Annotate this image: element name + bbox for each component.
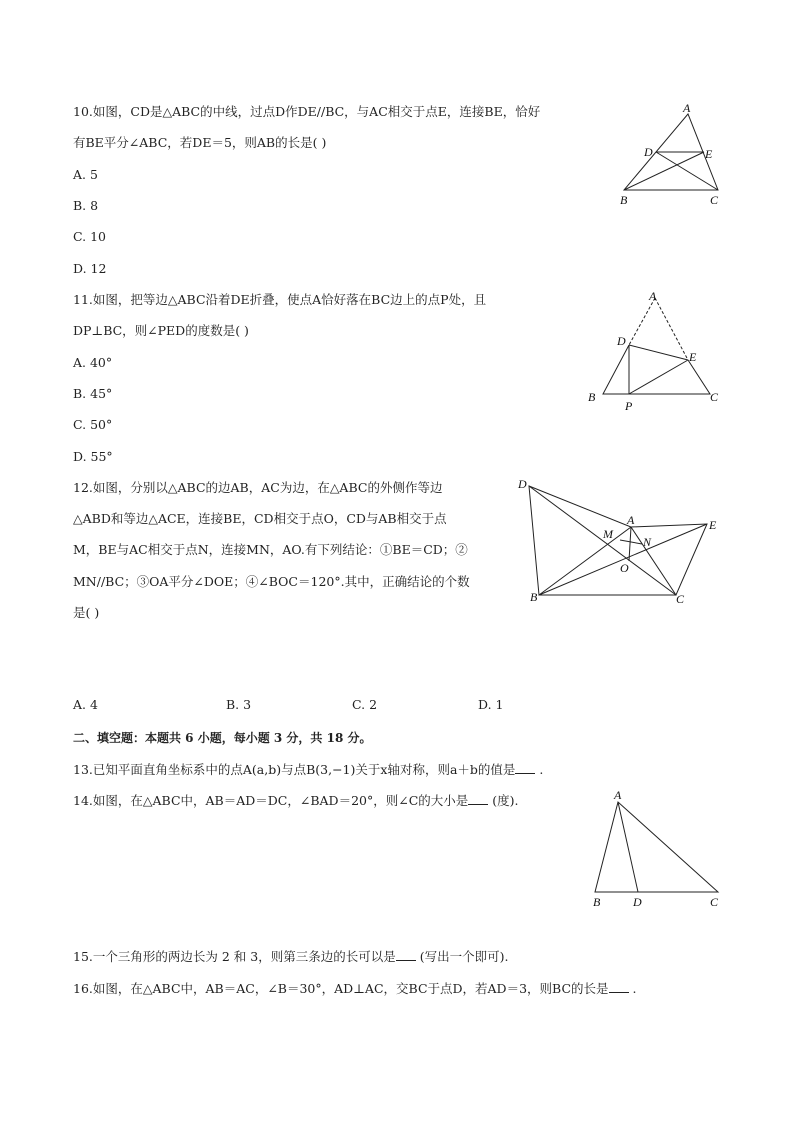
q11-label-b: B [588, 390, 596, 404]
q11-option-b: B. 45° [73, 386, 113, 401]
q12-option-b: B. 3 [226, 697, 252, 712]
q14-text: 如图，在△ABC中，AB＝AD＝DC，∠BAD＝20°，则∠C的大小是 [92, 793, 469, 808]
q11-label-e: E [689, 350, 697, 364]
q14-suffix: (度). [492, 793, 519, 808]
q13-number: 13. [73, 762, 93, 777]
q12-text-line4: MN//BC；③OA平分∠DOE；④∠BOC＝120°.其中，正确结论的个数 [73, 574, 470, 589]
q12-triangle-abd [529, 486, 631, 595]
q11-label-p: P [625, 399, 633, 413]
q10-figure [612, 100, 732, 210]
q12-label-d: D [518, 477, 527, 491]
q12-option-a: A. 4 [73, 697, 98, 712]
q10-label-e: E [705, 147, 713, 161]
q12-label-e: E [709, 518, 717, 532]
q11-segment-pe [629, 360, 688, 394]
q15-suffix: (写出一个即可). [419, 949, 509, 964]
q16-text: 如图，在△ABC中，AB＝AC，∠B＝30°，AD⊥AC，交BC于点D，若AD＝3，则BC的长是 [92, 981, 609, 996]
q11-label-c: C [710, 390, 719, 404]
q12-label-m: M [603, 527, 613, 541]
q11-segment-de [629, 345, 688, 360]
q11-number: 11. [73, 292, 93, 307]
q14-line [73, 793, 518, 809]
q12-label-n: N [643, 535, 652, 549]
q14-label-d: D [633, 895, 642, 909]
section-heading-fill-in: 二、填空题：本题共 6 小题，每小题 3 分，共 18 分。 [73, 731, 372, 745]
q12-segment-mn [620, 540, 642, 544]
q10-label-c: C [710, 193, 719, 207]
q14-label-a: A [614, 788, 622, 802]
q12-option-d: D. 1 [478, 697, 504, 712]
q11-line1 [73, 292, 486, 308]
q10-label-d: D [644, 145, 653, 159]
q14-label-c: C [710, 895, 719, 909]
q14-answer-blank[interactable] [468, 793, 488, 805]
q12-line1 [73, 480, 442, 496]
q10-label-b: B [620, 193, 628, 207]
q14-triangle-abc [595, 802, 718, 892]
q12-text-line2: △ABD和等边△ACE，连接BE，CD相交于点O，CD与AB相交于点 [73, 511, 447, 526]
q16-suffix: . [632, 981, 637, 996]
q10-text-line1: 如图，CD是△ABC的中线，过点D作DE//BC，与AC相交于点E，连接BE，恰好 [92, 104, 541, 119]
q10-option-b: B. 8 [73, 198, 99, 213]
q14-number: 14. [73, 793, 93, 808]
q11-text-line2: DP⊥BC，则∠PED的度数是( ) [73, 323, 249, 338]
q12-text-line1: 如图，分别以△ABC的边AB，AC为边，在△ABC的外侧作等边 [92, 480, 443, 495]
q10-number: 10. [73, 104, 93, 119]
q16-answer-blank[interactable] [609, 981, 629, 993]
q15-line [73, 949, 508, 965]
q14-label-b: B [593, 895, 601, 909]
q10-option-a: A. 5 [73, 167, 98, 182]
q12-figure [514, 474, 734, 609]
q13-line [73, 762, 543, 778]
q10-text-line2: 有BE平分∠ABC，若DE＝5，则AB的长是( ) [73, 135, 327, 150]
q10-option-c: C. 10 [73, 229, 106, 244]
q10-label-a: A [683, 101, 691, 115]
q10-segment-be [624, 152, 704, 190]
q12-label-c: C [676, 592, 685, 606]
q12-segment-be [539, 524, 707, 595]
q13-text: 已知平面直角坐标系中的点A(a,b)与点B(3,−1)关于x轴对称，则a＋b的值是 [92, 762, 516, 777]
q12-label-o: O [620, 561, 629, 575]
q11-option-a: A. 40° [73, 355, 113, 370]
q11-option-c: C. 50° [73, 417, 113, 432]
q14-segment-ad [618, 802, 638, 892]
q10-option-d: D. 12 [73, 261, 107, 276]
q12-label-b: B [530, 590, 538, 604]
q15-answer-blank[interactable] [396, 949, 416, 961]
q11-figure [585, 288, 725, 418]
q15-number: 15. [73, 949, 93, 964]
q12-label-a: A [627, 513, 635, 527]
q12-text-line3: M，BE与AC相交于点N，连接MN，AO.有下列结论：①BE＝CD；② [73, 542, 468, 557]
q11-label-a: A [649, 289, 657, 303]
q11-label-d: D [617, 334, 626, 348]
q15-text: 一个三角形的两边长为 2 和 3，则第三条边的长可以是 [92, 949, 396, 964]
q13-suffix: . [539, 762, 544, 777]
q13-answer-blank[interactable] [515, 762, 535, 774]
q14-figure [585, 788, 730, 913]
q16-number: 16. [73, 981, 93, 996]
q11-dashed-ad [629, 298, 655, 345]
q12-option-c: C. 2 [352, 697, 378, 712]
q11-dashed-ae [655, 298, 688, 360]
q11-option-d: D. 55° [73, 449, 113, 464]
q16-line [73, 981, 637, 997]
q12-text-line5: 是( ) [73, 605, 100, 620]
q10-line1 [73, 104, 540, 120]
q11-text-line1: 如图，把等边△ABC沿着DE折叠，使点A恰好落在BC边上的点P处，且 [92, 292, 487, 307]
q12-number: 12. [73, 480, 93, 495]
